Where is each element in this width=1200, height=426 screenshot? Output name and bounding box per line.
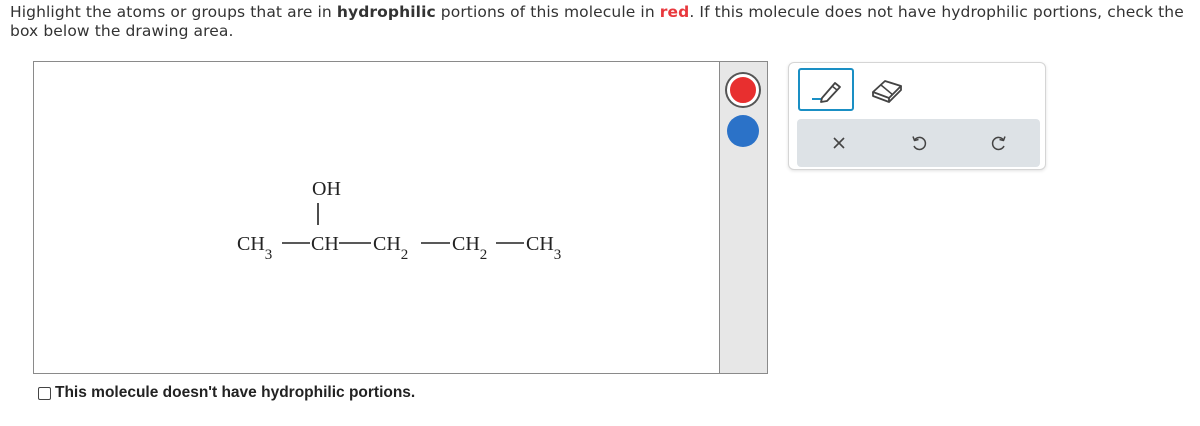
methylene-group-1[interactable]: $CH_2$ (373, 233, 409, 263)
hydrophilic-keyword: hydrophilic (336, 3, 436, 21)
clear-icon (831, 135, 847, 151)
red-keyword: red (659, 3, 690, 21)
action-bar (797, 119, 1040, 167)
drawing-toolbar (788, 62, 1046, 170)
color-palette (720, 61, 768, 374)
molecule-structure (34, 62, 721, 375)
methyl-group-1[interactable]: $CH_3$ (237, 233, 273, 263)
undo-icon (910, 134, 928, 152)
eraser-icon (867, 74, 907, 104)
methine-group[interactable]: CH (311, 233, 339, 255)
undo-button[interactable] (889, 119, 949, 167)
instructions-text: Highlight the atoms or groups that are in hydrophilic portions of this molecule in red. If this molecule does not have hydrophilic portions, check the box below the drawing area. (10, 3, 1184, 40)
methylene-group-2[interactable]: $CH_2$ (452, 233, 488, 263)
pencil-tool-button[interactable] (798, 68, 854, 111)
drawing-area[interactable] (33, 61, 720, 374)
clear-button[interactable] (809, 119, 869, 167)
methyl-group-2[interactable]: $CH_3$ (526, 233, 562, 263)
blue-color-swatch[interactable] (727, 115, 759, 147)
redo-button[interactable] (969, 119, 1029, 167)
pencil-icon (806, 75, 846, 105)
hydroxyl-group[interactable]: OH (312, 178, 341, 200)
eraser-tool-button[interactable] (864, 70, 910, 108)
redo-icon (990, 134, 1008, 152)
checkbox-label: This molecule doesn't have hydrophilic portions. (55, 384, 416, 401)
no-hydrophilic-checkbox[interactable] (38, 387, 51, 400)
red-color-swatch[interactable] (727, 74, 759, 106)
no-hydrophilic-option (38, 384, 415, 402)
